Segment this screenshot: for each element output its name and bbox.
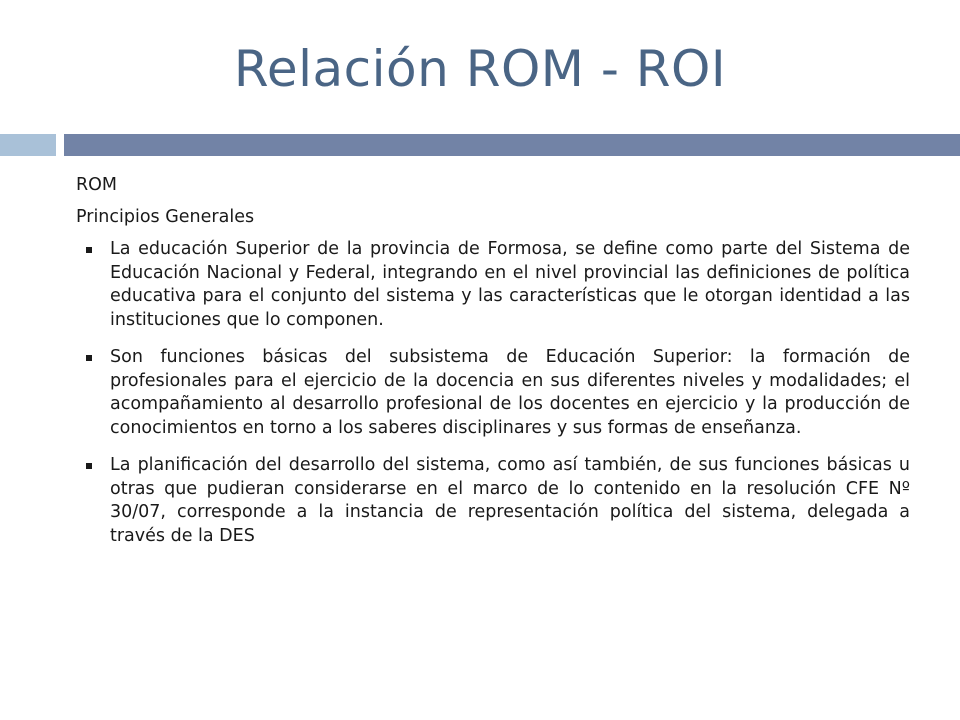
accent-bar bbox=[64, 134, 960, 156]
slide-title: Relación ROM - ROI bbox=[233, 40, 727, 98]
bullet-text: La planificación del desarrollo del sistema, como así también, de sus funciones básicas u otras que pudieran considerarse en el marco de lo contenido en la resolución CFE Nº 30/07, corresponde a la instancia de representación política del sistema, delegada a través de la DES bbox=[110, 455, 910, 546]
slide-content bbox=[76, 172, 910, 562]
bullet-item bbox=[76, 346, 910, 440]
section-heading: ROM bbox=[76, 175, 118, 195]
bullet-item bbox=[76, 454, 910, 548]
bullet-list bbox=[76, 238, 910, 548]
accent-block-left bbox=[0, 134, 56, 156]
bullet-text: La educación Superior de la provincia de Formosa, se define como parte del Sistema de Educación Nacional y Federal, integrando en el nivel provincial las definiciones de política educativa para el conjunto del sistema y las características que le otorgan identidad a las instituciones que lo componen. bbox=[110, 239, 910, 330]
square-bullet-icon bbox=[86, 247, 92, 253]
bullet-item bbox=[76, 238, 910, 332]
bullet-text: Son funciones básicas del subsistema de Educación Superior: la formación de profesionales para el ejercicio de la docencia en sus diferentes niveles y modalidades; el acompañamiento al desarrollo profesional de los docentes en ejercicio y la producción de conocimientos en torno a los saberes disciplinares y sus formas de enseñanza. bbox=[110, 347, 910, 438]
square-bullet-icon bbox=[86, 355, 92, 361]
square-bullet-icon bbox=[86, 463, 92, 469]
section-subheading: Principios Generales bbox=[76, 207, 255, 227]
